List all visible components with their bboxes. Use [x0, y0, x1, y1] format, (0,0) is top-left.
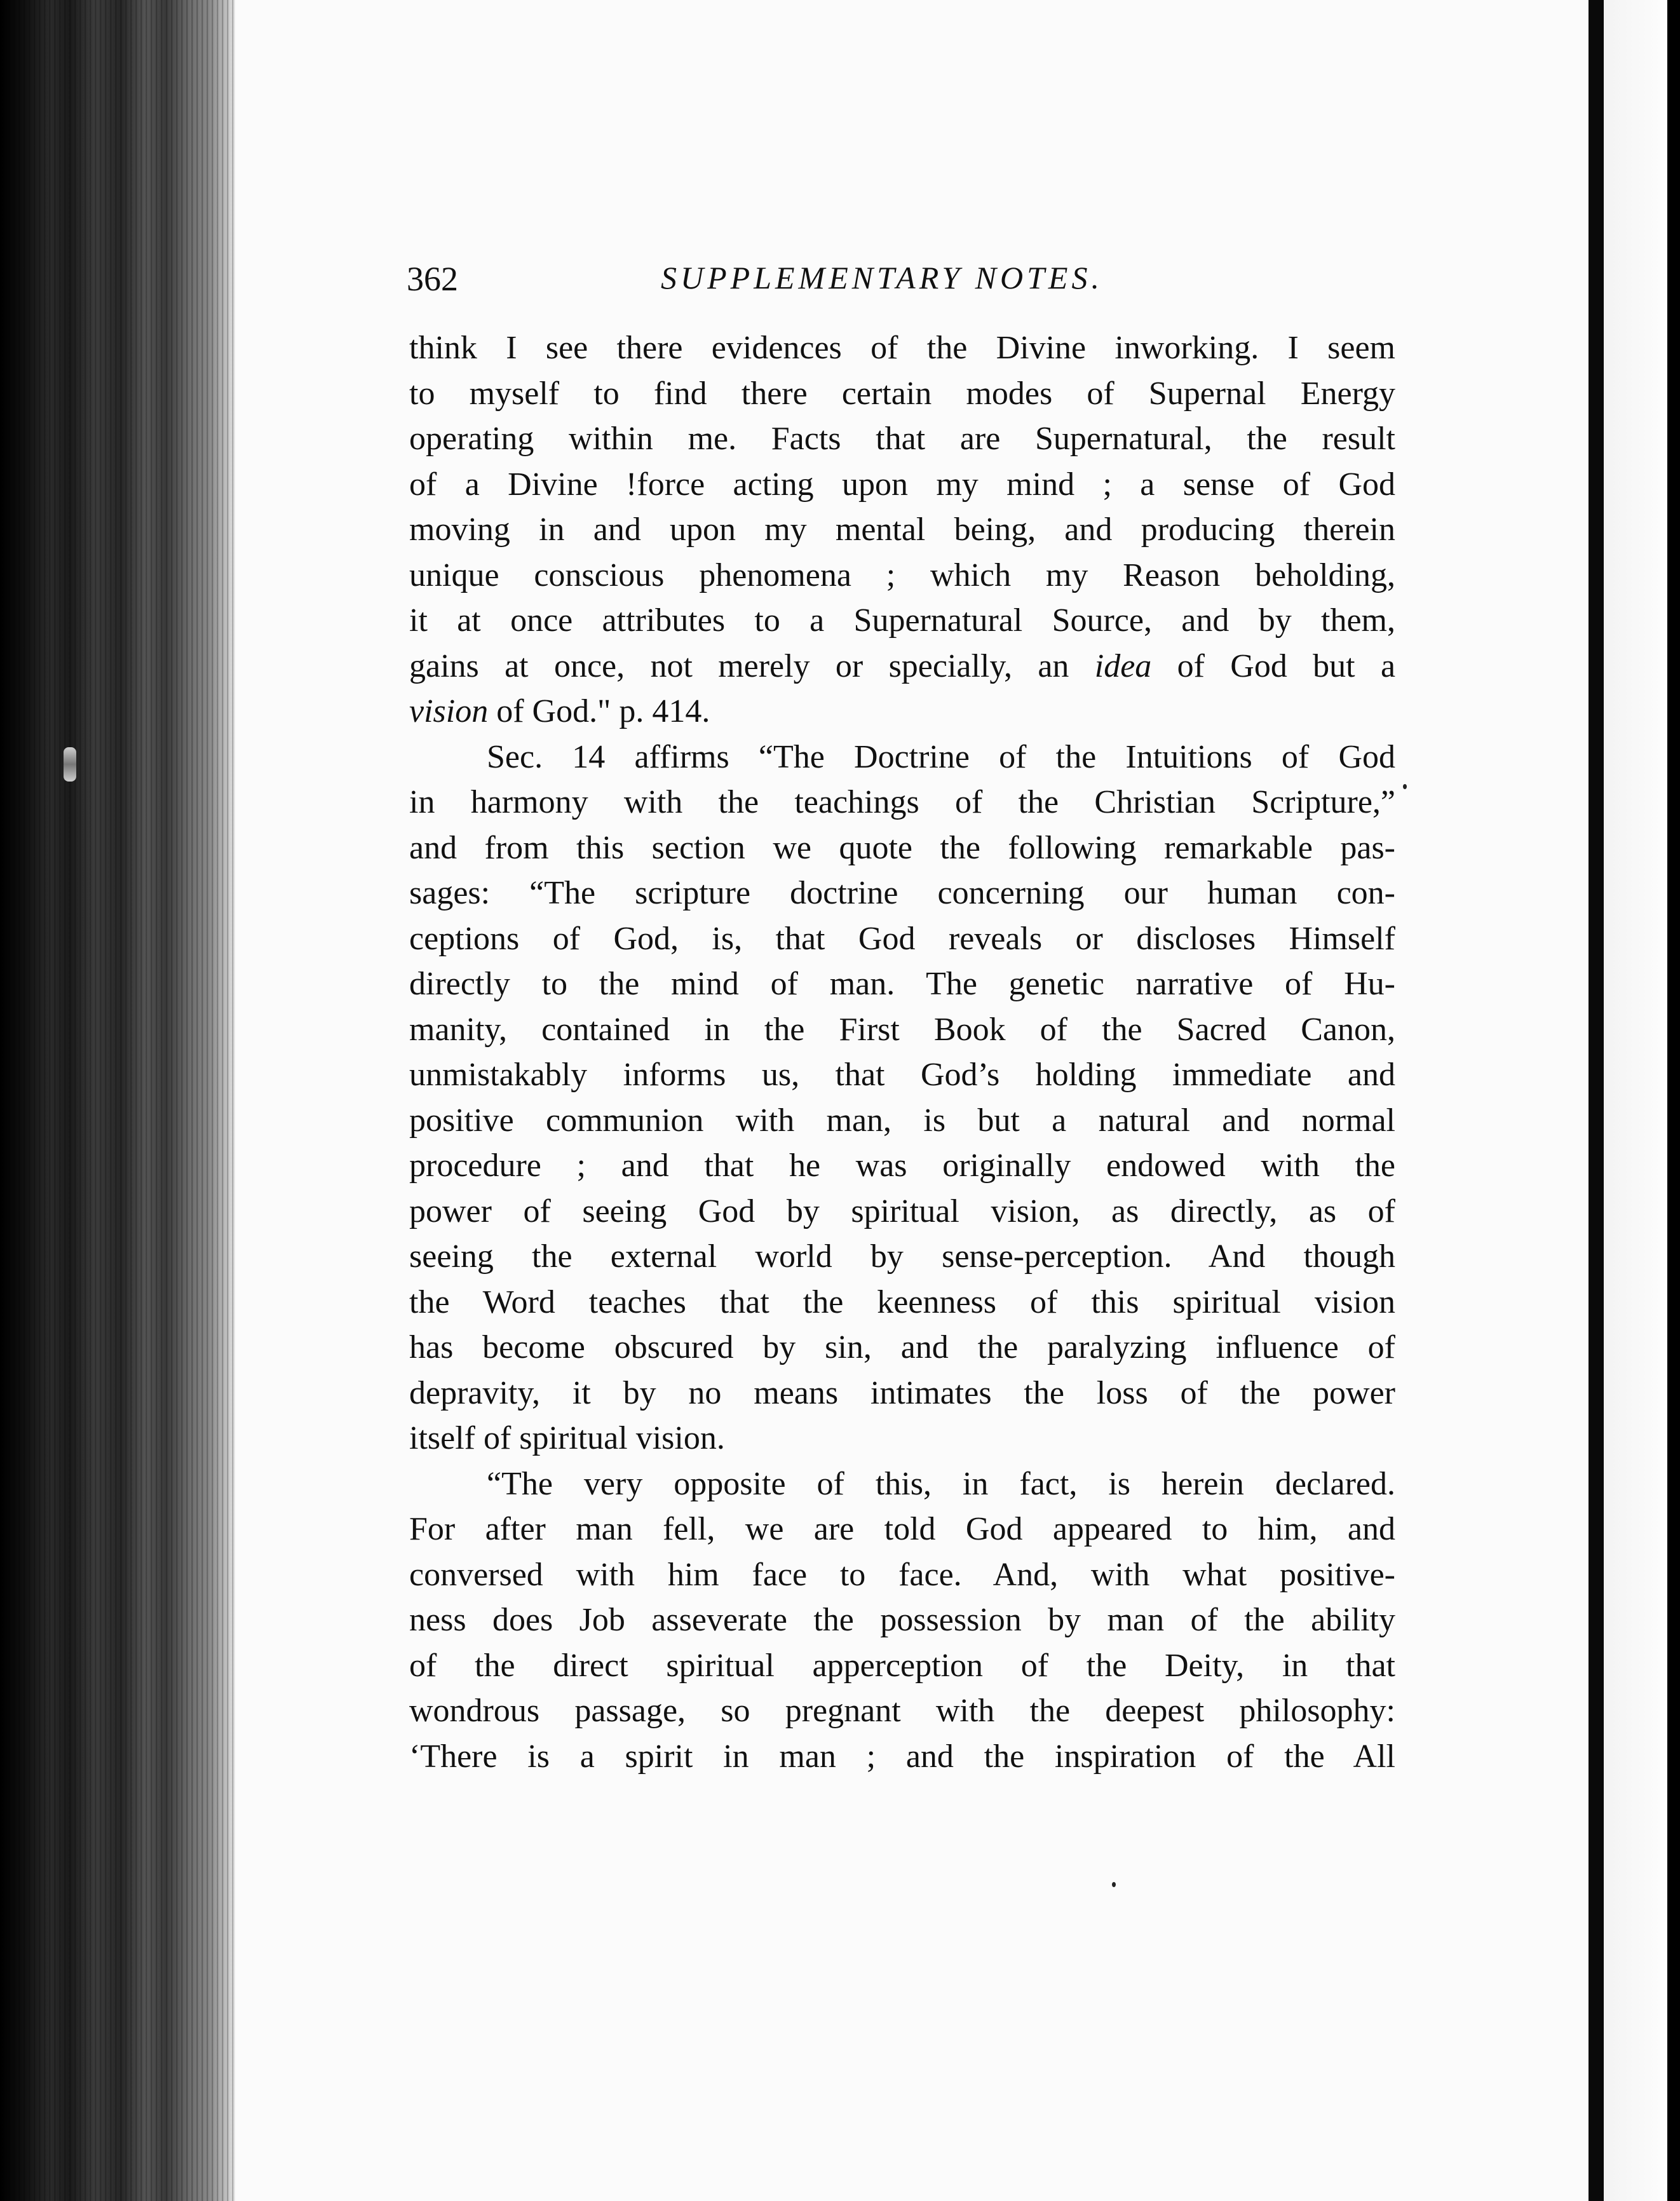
running-title: SUPPLEMENTARY NOTES.	[661, 260, 1103, 295]
text-line: itself of spiritual vision.	[409, 1420, 725, 1456]
text-line: ‘There is a spirit in man ; and the inspiration of the All	[409, 1738, 1395, 1775]
book-binding-gutter	[1589, 0, 1604, 2201]
margin-mark	[64, 747, 76, 782]
book-page-edges	[0, 0, 235, 2201]
italic-word-idea: idea	[1094, 647, 1152, 684]
text-line: procedure ; and that he was originally endowed with the	[409, 1148, 1395, 1184]
text-line: it at once attributes to a Supernatural Source, and by them,	[409, 602, 1395, 639]
text-segment: gains at once, not merely or specially, an	[409, 647, 1069, 684]
text-line: and from this section we quote the following remarkable pas-	[409, 829, 1395, 866]
text-line: the Word teaches that the keenness of this spiritual vision	[409, 1283, 1395, 1320]
text-line: power of seeing God by spiritual vision, as directly, as of	[409, 1193, 1395, 1229]
text-line: manity, contained in the First Book of the Sacred Canon,	[409, 1011, 1395, 1048]
text-line: conversed with him face to face. And, with what positive-	[409, 1556, 1395, 1593]
text-line-mixed	[409, 644, 1395, 689]
text-line: sages: “The scripture doctrine concerning our human con-	[409, 875, 1395, 911]
text-line: has become obscured by sin, and the paralyzing influence of	[409, 1329, 1395, 1365]
text-line: to myself to find there certain modes of Supernal Energy	[409, 375, 1395, 412]
running-head	[407, 259, 1398, 304]
page-number: 362	[407, 260, 458, 298]
text-segment: of God." p. 414.	[496, 693, 710, 729]
text-line: unique conscious phenomena ; which my Reason beholding,	[409, 557, 1395, 593]
text-line-mixed	[409, 689, 1395, 735]
text-line: For after man fell, we are told God appeared to him, and	[409, 1511, 1395, 1547]
text-line: unmistakably informs us, that God’s holding immediate and	[409, 1057, 1395, 1093]
scan-border	[1667, 0, 1680, 2201]
text-line: of the direct spiritual apperception of the Deity, in that	[409, 1647, 1395, 1684]
text-line: seeing the external world by sense-perception. And though	[409, 1238, 1395, 1275]
paragraph-start-line: Sec. 14 affirms “The Doctrine of the Intuitions of God	[487, 738, 1395, 775]
text-line: of a Divine !force acting upon my mind ; a sense of God	[409, 466, 1395, 503]
text-line: moving in and upon my mental being, and producing therein	[409, 511, 1395, 548]
text-line: positive communion with man, is but a natural and normal	[409, 1102, 1395, 1139]
text-line: ceptions of God, is, that God reveals or discloses Himself	[409, 920, 1395, 957]
scan-speck	[1403, 784, 1407, 789]
text-segment: of God but a	[1177, 647, 1396, 684]
text-line: ness does Job asseverate the possession by man of the ability	[409, 1602, 1395, 1638]
paragraph-start-line: “The very opposite of this, in fact, is herein declared.	[487, 1465, 1395, 1502]
scan-speck	[1112, 1882, 1116, 1887]
text-line: operating within me. Facts that are Supernatural, the result	[409, 421, 1395, 457]
text-line: in harmony with the teachings of the Christian Scripture,”	[409, 784, 1395, 820]
italic-word-vision: vision	[409, 693, 489, 729]
text-line: directly to the mind of man. The genetic narrative of Hu-	[409, 966, 1395, 1002]
text-line: depravity, it by no means intimates the loss of the power	[409, 1374, 1395, 1411]
text-line: wondrous passage, so pregnant with the deepest philosophy:	[409, 1693, 1395, 1729]
text-line: think I see there evidences of the Divine inworking. I seem	[409, 330, 1395, 366]
facing-page-edge	[1604, 0, 1667, 2201]
body-text	[409, 325, 1395, 1779]
